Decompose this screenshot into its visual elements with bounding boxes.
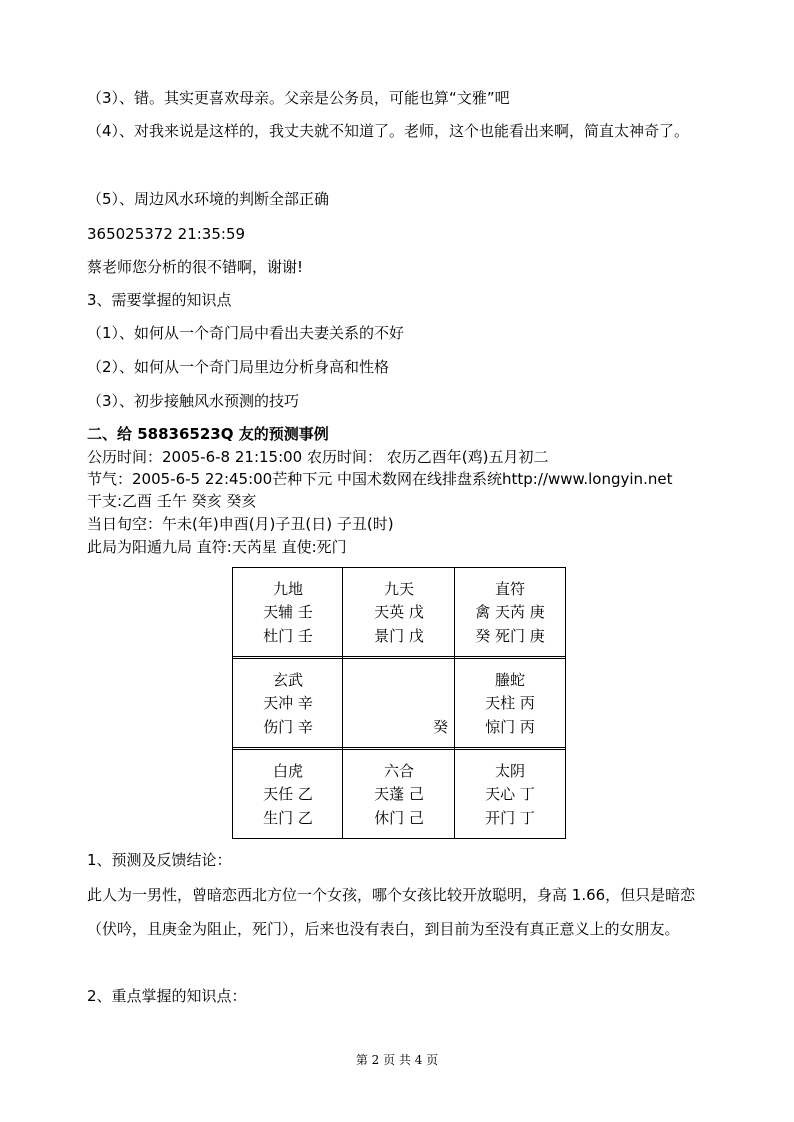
palace-door: 开门 丁 [485,809,535,827]
qimen-chart-grid [232,567,566,839]
palace-cell [344,568,454,658]
conclusion-text: 此人为一男性，曾暗恋西北方位一个女孩，哪个女孩比较开放聪明，身高 1.66，但只是暗恋（伏吟，且庚金为阻止，死门），后来也没有表白，到目前为至没有真正意义上的女朋友。 [87,886,696,938]
paragraph-3: （3）、错。其实更喜欢母亲。父亲是公务员，可能也算“文雅”吧 [87,89,510,107]
palace-cell [233,659,343,749]
palace-door: 景门 戊 [374,627,424,645]
palace-door: 癸 死门 庚 [475,627,545,645]
palace-door: 生门 乙 [263,809,313,827]
palace-cell [233,750,343,840]
palace-deity: 玄武 [272,671,303,689]
meta-gregorian-time: 公历时间：2005-6-8 21:15:00 农历时间： 农历乙酉年(鸡)五月初二 [87,448,549,466]
knowledge-heading: 3、需要掌握的知识点 [87,291,232,309]
key-points-label: 2、重点掌握的知识点： [87,987,247,1005]
palace-star: 天心 丁 [485,785,535,803]
qq-timestamp: 365025372 21:35:59 [87,225,246,243]
palace-cell [233,568,343,658]
palace-cell-center [344,659,454,749]
palace-deity: 直符 [494,580,525,598]
palace-star: 天蓬 己 [374,785,424,803]
palace-door: 癸 [432,718,448,736]
section-heading: 二、给 58836523Q 友的预测事例 [87,425,329,443]
palace-star [344,692,454,714]
palace-cell [344,750,454,840]
thanks-message: 蔡老师您分析的很不错啊，谢谢! [87,258,304,276]
palace-star: 天冲 辛 [263,694,313,712]
palace-deity: 太阴 [494,762,525,780]
meta-ju: 此局为阳遁九局 直符:天芮星 直使:死门 [87,538,347,556]
meta-solar-term: 节气：2005-6-5 22:45:00芒种下元 中国术数网在线排盘系统http://www.longyin.net [87,470,673,488]
palace-deity [344,669,454,691]
meta-xunkong: 当日旬空：午未(年)申酉(月)子丑(日) 子丑(时) [87,515,394,533]
paragraph-4: （4）、对我来说是这样的，我丈夫就不知道了。老师，这个也能看出来啊，简直太神奇了。 [87,122,690,140]
palace-deity: 九地 [272,580,303,598]
knowledge-item-2: （2）、如何从一个奇门局里边分析身高和性格 [87,358,390,376]
knowledge-item-3: （3）、初步接触风水预测的技巧 [87,392,300,410]
palace-deity: 白虎 [272,762,303,780]
palace-door: 休门 己 [374,809,424,827]
palace-deity: 六合 [383,762,414,780]
palace-star: 禽 天芮 庚 [475,603,545,621]
palace-star: 天英 戊 [374,603,424,621]
palace-cell [455,568,565,658]
paragraph-5: （5）、周边风水环境的判断全部正确 [87,190,330,208]
palace-cell [455,750,565,840]
knowledge-item-1: （1）、如何从一个奇门局中看出夫妻关系的不好 [87,324,405,342]
palace-door: 杜门 壬 [263,627,313,645]
palace-door: 惊门 丙 [485,718,535,736]
palace-door: 伤门 辛 [263,718,313,736]
palace-deity: 九天 [383,580,414,598]
conclusion-label: 1、预测及反馈结论： [87,851,232,869]
palace-star: 天任 乙 [263,785,313,803]
palace-cell [455,659,565,749]
page-footer: 第 2 页 共 4 页 [355,1053,439,1067]
palace-deity: 螣蛇 [494,671,525,689]
palace-star: 天辅 壬 [263,603,313,621]
palace-star: 天柱 丙 [485,694,535,712]
meta-ganzhi: 干支:乙酉 壬午 癸亥 癸亥 [87,492,257,510]
